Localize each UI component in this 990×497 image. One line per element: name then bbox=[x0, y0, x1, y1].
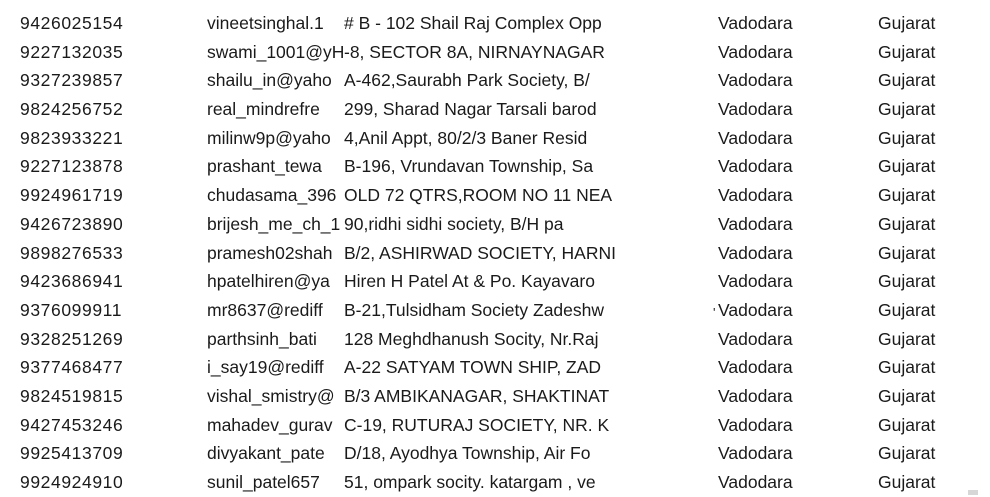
address-cell[interactable]: B/3 AMBIKANAGAR, SHAKTINAT bbox=[344, 385, 610, 406]
city-cell[interactable]: Vadodara bbox=[718, 156, 793, 177]
city-cell[interactable]: Vadodara bbox=[718, 271, 793, 292]
state-cell[interactable]: Gujarat bbox=[878, 41, 936, 62]
email-cell[interactable]: vishal_smistry@ bbox=[207, 385, 335, 406]
spreadsheet-grid bbox=[0, 9, 990, 497]
address-cell[interactable]: B/2, ASHIRWAD SOCIETY, HARNI bbox=[344, 242, 616, 263]
phone-cell[interactable]: 9376099911 bbox=[20, 299, 123, 320]
email-cell[interactable]: milinw9p@yaho bbox=[207, 127, 331, 148]
email-cell[interactable]: prashant_tewa bbox=[207, 156, 322, 177]
phone-cell[interactable]: 9427453246 bbox=[20, 414, 124, 435]
email-cell[interactable]: mahadev_gurav bbox=[207, 414, 333, 435]
table-row[interactable] bbox=[0, 124, 990, 153]
phone-cell[interactable]: 9426025154 bbox=[20, 13, 124, 33]
address-cell[interactable]: OLD 72 QTRS,ROOM NO 11 NEA bbox=[344, 185, 613, 206]
address-cell[interactable]: 51, ompark socity. katargam , ve bbox=[344, 472, 596, 492]
address-cell[interactable]: # B - 102 Shail Raj Complex Opp bbox=[344, 13, 602, 33]
address-cell[interactable]: Hiren H Patel At & Po. Kayavaro bbox=[344, 271, 595, 292]
email-cell[interactable]: real_mindrefre bbox=[207, 99, 320, 120]
phone-cell[interactable]: 9328251269 bbox=[20, 328, 124, 349]
address-cell[interactable]: 90,ridhi sidhi society, B/H pa bbox=[344, 213, 564, 234]
city-cell[interactable]: Vadodara bbox=[718, 472, 793, 492]
state-cell[interactable]: Gujarat bbox=[878, 13, 936, 33]
city-cell[interactable]: Vadodara bbox=[718, 414, 793, 435]
state-cell[interactable]: Gujarat bbox=[878, 70, 936, 91]
table-row[interactable] bbox=[0, 239, 990, 268]
table-row[interactable] bbox=[0, 411, 990, 440]
address-cell[interactable]: D/18, Ayodhya Township, Air Fo bbox=[344, 443, 591, 464]
city-cell[interactable]: Vadodara bbox=[718, 99, 793, 120]
city-cell[interactable]: Vadodara bbox=[718, 385, 793, 406]
email-cell[interactable]: hpatelhiren@ya bbox=[207, 271, 330, 292]
city-cell[interactable]: Vadodara bbox=[718, 70, 793, 91]
city-cell[interactable]: Vadodara bbox=[718, 185, 793, 206]
state-cell[interactable]: Gujarat bbox=[878, 185, 936, 206]
email-cell[interactable]: swami_1001@yH bbox=[207, 41, 345, 62]
table-row[interactable] bbox=[0, 181, 990, 210]
state-cell[interactable]: Gujarat bbox=[878, 242, 936, 263]
state-cell[interactable]: Gujarat bbox=[878, 127, 936, 148]
email-cell[interactable]: divyakant_pate bbox=[207, 443, 325, 464]
phone-cell[interactable]: 9824256752 bbox=[20, 99, 124, 120]
phone-cell[interactable]: 9426723890 bbox=[20, 213, 124, 234]
table-row[interactable] bbox=[0, 382, 990, 411]
state-cell[interactable]: Gujarat bbox=[878, 213, 936, 234]
phone-cell[interactable]: 9925413709 bbox=[20, 443, 124, 464]
table-row[interactable] bbox=[0, 296, 990, 325]
table-row[interactable] bbox=[0, 439, 990, 468]
table-row[interactable] bbox=[0, 66, 990, 95]
state-cell[interactable]: Gujarat bbox=[878, 99, 936, 120]
phone-cell[interactable]: 9898276533 bbox=[20, 242, 124, 263]
city-cell[interactable]: Vadodara bbox=[718, 242, 793, 263]
address-cell[interactable]: C-19, RUTURAJ SOCIETY, NR. K bbox=[344, 414, 610, 435]
table-row[interactable] bbox=[0, 353, 990, 382]
address-cell[interactable]: A-22 SATYAM TOWN SHIP, ZAD bbox=[344, 357, 602, 378]
table-row[interactable] bbox=[0, 267, 990, 296]
state-cell[interactable]: Gujarat bbox=[878, 156, 936, 177]
phone-cell[interactable]: 9227132035 bbox=[20, 41, 124, 62]
city-cell[interactable]: Vadodara bbox=[718, 13, 793, 33]
email-cell[interactable]: i_say19@rediff bbox=[207, 357, 324, 378]
phone-cell[interactable]: 9823933221 bbox=[20, 127, 124, 148]
phone-cell[interactable]: 9227123878 bbox=[20, 156, 124, 177]
city-cell[interactable]: Vadodara bbox=[718, 443, 793, 464]
phone-cell[interactable]: 9423686941 bbox=[20, 271, 124, 292]
city-cell[interactable]: Vadodara bbox=[718, 213, 793, 234]
city-cell[interactable]: Vadodara bbox=[718, 299, 793, 320]
address-cell[interactable]: A-462,Saurabh Park Society, B/ bbox=[344, 70, 590, 91]
phone-cell[interactable]: 9824519815 bbox=[20, 385, 124, 406]
address-cell[interactable]: 4,Anil Appt, 80/2/3 Baner Resid bbox=[344, 127, 588, 148]
address-cell[interactable]: 128 Meghdhanush Socity, Nr.Raj bbox=[344, 328, 599, 349]
state-cell[interactable]: Gujarat bbox=[878, 328, 936, 349]
overflow-mark: ' bbox=[713, 304, 716, 320]
table-row[interactable] bbox=[0, 210, 990, 239]
table-row[interactable] bbox=[0, 38, 990, 67]
state-cell[interactable]: Gujarat bbox=[878, 414, 936, 435]
table-row[interactable] bbox=[0, 468, 990, 497]
state-cell[interactable]: Gujarat bbox=[878, 299, 936, 320]
address-cell[interactable]: B-21,Tulsidham Society Zadeshw bbox=[344, 299, 605, 320]
address-cell[interactable]: -8, SECTOR 8A, NIRNAYNAGAR bbox=[344, 41, 605, 62]
table-row[interactable] bbox=[0, 9, 990, 38]
table-row[interactable] bbox=[0, 325, 990, 354]
state-cell[interactable]: Gujarat bbox=[878, 271, 936, 292]
email-cell[interactable]: chudasama_396 bbox=[207, 185, 337, 206]
resize-corner bbox=[968, 490, 978, 495]
city-cell[interactable]: Vadodara bbox=[718, 41, 793, 62]
table-row[interactable] bbox=[0, 95, 990, 124]
address-cell[interactable]: B-196, Vrundavan Township, Sa bbox=[344, 156, 594, 177]
email-cell[interactable]: parthsinh_bati bbox=[207, 328, 317, 349]
state-cell[interactable]: Gujarat bbox=[878, 357, 936, 378]
email-cell[interactable]: vineetsinghal.1 bbox=[207, 13, 324, 33]
phone-cell[interactable]: 9924961719 bbox=[20, 185, 124, 206]
state-cell[interactable]: Gujarat bbox=[878, 385, 936, 406]
phone-cell[interactable]: 9377468477 bbox=[20, 357, 124, 378]
email-cell[interactable]: mr8637@rediff bbox=[207, 299, 323, 320]
phone-cell[interactable]: 9327239857 bbox=[20, 70, 124, 91]
table-row[interactable] bbox=[0, 152, 990, 181]
phone-cell[interactable]: 9924924910 bbox=[20, 472, 124, 492]
address-cell[interactable]: 299, Sharad Nagar Tarsali barod bbox=[344, 99, 597, 120]
email-cell[interactable]: shailu_in@yaho bbox=[207, 70, 332, 91]
email-cell[interactable]: sunil_patel657 bbox=[207, 472, 320, 492]
state-cell[interactable]: Gujarat bbox=[878, 472, 936, 492]
city-cell[interactable]: Vadodara bbox=[718, 127, 793, 148]
email-cell[interactable]: brijesh_me_ch_1 bbox=[207, 213, 341, 234]
city-cell[interactable]: Vadodara bbox=[718, 357, 793, 378]
city-cell[interactable]: Vadodara bbox=[718, 328, 793, 349]
state-cell[interactable]: Gujarat bbox=[878, 443, 936, 464]
email-cell[interactable]: pramesh02shah bbox=[207, 242, 333, 263]
